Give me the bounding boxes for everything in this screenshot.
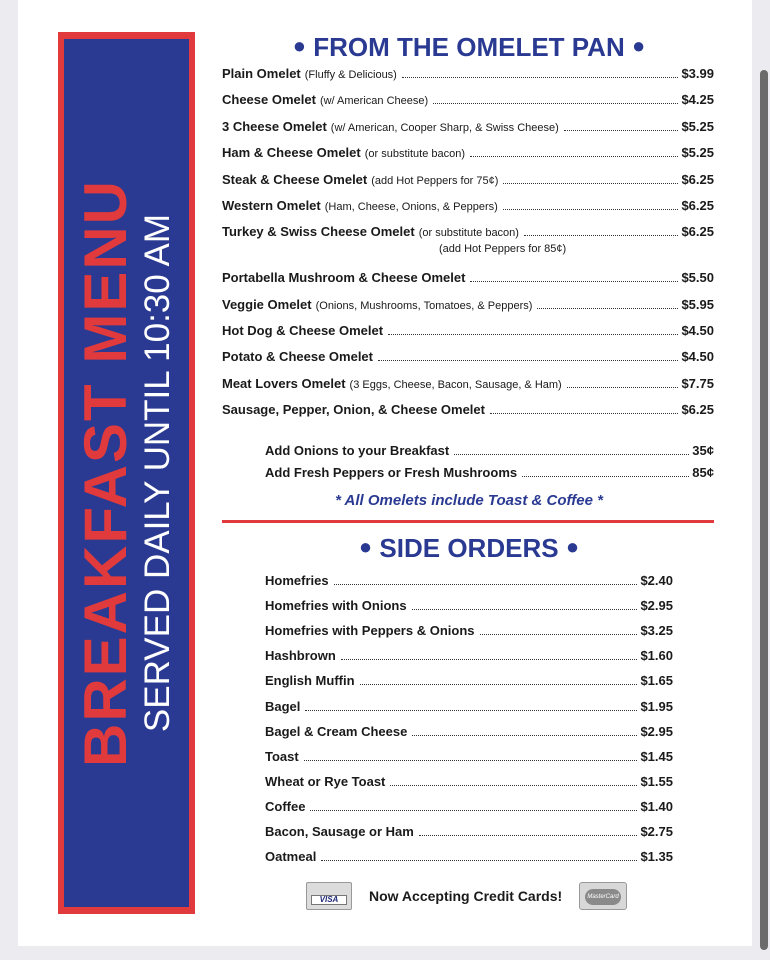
menu-item-name: Ham & Cheese Omelet — [222, 145, 361, 160]
menu-item-name: 3 Cheese Omelet — [222, 119, 327, 134]
dot-leader — [490, 413, 678, 414]
menu-item-name: Add Fresh Peppers or Fresh Mushrooms — [265, 465, 518, 480]
bullet-icon: ● — [292, 33, 306, 58]
dot-leader — [524, 235, 678, 236]
menu-item-name: Western Omelet — [222, 198, 321, 213]
mastercard-label: MasterCard — [585, 889, 621, 905]
omelet-heading-text: FROM THE OMELET PAN — [313, 32, 625, 62]
menu-item-price: $1.60 — [640, 648, 673, 664]
menu-item-price: $6.25 — [681, 402, 714, 417]
dot-leader — [310, 810, 637, 811]
menu-item — [222, 323, 714, 338]
dot-leader — [378, 360, 678, 361]
menu-item-name: Cheese Omelet — [222, 92, 316, 107]
dot-leader — [470, 281, 678, 282]
dot-leader — [412, 735, 637, 736]
omelet-footnote: * All Omelets include Toast & Coffee * — [335, 492, 603, 509]
dot-leader — [503, 183, 678, 184]
menu-item-note: (or substitute bacon) — [364, 148, 466, 160]
dot-leader — [480, 634, 638, 635]
menu-item-name: Veggie Omelet — [222, 297, 312, 312]
menu-item-note: (Ham, Cheese, Onions, & Peppers) — [324, 201, 498, 213]
section-divider — [222, 520, 714, 523]
menu-item-name: Coffee — [265, 798, 306, 814]
menu-item-price: $2.95 — [640, 598, 673, 614]
dot-leader — [503, 209, 679, 210]
menu-item-price: $1.35 — [640, 849, 673, 865]
menu-item-note: (w/ American, Cooper Sharp, & Swiss Cheese) — [330, 122, 559, 134]
menu-item — [222, 119, 714, 134]
bullet-icon: ● — [631, 33, 646, 58]
menu-item-note: (add Hot Peppers for 75¢) — [371, 175, 499, 187]
menu-item-price: $4.50 — [681, 323, 714, 338]
menu-item-price: 35¢ — [692, 443, 714, 458]
menu-item — [222, 402, 714, 417]
menu-item-price: $5.50 — [681, 270, 714, 285]
menu-item-price: $6.25 — [681, 172, 714, 187]
turkey-omelet-subnote: (add Hot Peppers for 85¢) — [439, 243, 567, 255]
menu-item-price: $2.95 — [640, 723, 673, 739]
dot-leader — [402, 77, 679, 78]
dot-leader — [567, 387, 679, 388]
credit-card-notice — [306, 882, 626, 912]
menu-item-price: $4.25 — [681, 92, 714, 107]
menu-item-price: $6.25 — [681, 224, 714, 239]
menu-item-price: $7.75 — [681, 376, 714, 391]
menu-item-name: Hot Dog & Cheese Omelet — [222, 323, 384, 338]
dot-leader — [360, 684, 638, 685]
menu-item — [222, 198, 714, 213]
menu-item-name: Oatmeal — [265, 849, 317, 865]
dot-leader — [564, 130, 679, 131]
menu-item — [222, 92, 714, 107]
menu-item-price: 85¢ — [692, 465, 714, 480]
menu-item-name: Homefries with Onions — [265, 598, 407, 614]
menu-item-note: (3 Eggs, Cheese, Bacon, Sausage, & Ham) — [349, 379, 562, 391]
menu-item — [222, 224, 714, 239]
visa-label: VISA — [311, 895, 347, 905]
menu-item — [265, 443, 714, 458]
dot-leader — [470, 156, 678, 157]
dot-leader — [537, 308, 678, 309]
bullet-icon: ● — [565, 534, 580, 559]
menu-item-price: $3.25 — [640, 623, 673, 639]
menu-item-name: Homefries with Peppers & Onions — [265, 623, 475, 639]
scrollbar[interactable] — [760, 70, 768, 950]
menu-item-name: Turkey & Swiss Cheese Omelet — [222, 224, 415, 239]
menu-item — [222, 145, 714, 160]
menu-item — [265, 799, 673, 814]
menu-item-name: Portabella Mushroom & Cheese Omelet — [222, 270, 466, 285]
menu-item-name: Steak & Cheese Omelet — [222, 172, 368, 187]
menu-item-price: $5.25 — [681, 145, 714, 160]
bullet-icon: ● — [358, 534, 373, 559]
menu-item-price: $1.55 — [640, 773, 673, 789]
menu-item — [265, 774, 673, 789]
menu-banner — [58, 32, 195, 914]
menu-item-note: (w/ American Cheese) — [319, 95, 429, 107]
menu-item-name: Bagel & Cream Cheese — [265, 723, 408, 739]
dot-leader — [321, 860, 637, 861]
menu-item-name: Meat Lovers Omelet — [222, 376, 346, 391]
menu-item-note: (Onions, Mushrooms, Tomatoes, & Peppers) — [315, 300, 533, 312]
menu-item-price: $2.40 — [640, 573, 673, 588]
menu-item — [265, 573, 673, 588]
menu-item — [265, 824, 673, 839]
menu-item-name: English Muffin — [265, 673, 355, 689]
menu-item-name: Bacon, Sausage or Ham — [265, 824, 414, 839]
menu-item-name: Homefries — [265, 573, 329, 588]
menu-item — [222, 270, 714, 285]
menu-item-price: $5.25 — [681, 119, 714, 134]
menu-item-name: Toast — [265, 748, 299, 764]
menu-item — [222, 172, 714, 187]
menu-item-price: $1.45 — [640, 748, 673, 764]
omelet-section-heading — [222, 32, 716, 63]
menu-item — [265, 849, 673, 864]
dot-leader — [454, 454, 689, 455]
menu-item-price: $1.95 — [640, 698, 673, 714]
side-heading-text: SIDE ORDERS — [379, 533, 559, 563]
menu-item-name: Wheat or Rye Toast — [265, 773, 386, 789]
menu-item-name: Add Onions to your Breakfast — [265, 443, 450, 458]
menu-item-price: $6.25 — [681, 198, 714, 213]
menu-item-price: $1.40 — [640, 798, 673, 814]
menu-item — [265, 623, 673, 638]
dot-leader — [390, 785, 637, 786]
menu-item-name: Bagel — [265, 698, 301, 714]
mastercard-icon — [579, 882, 627, 910]
menu-item — [265, 598, 673, 613]
banner-subtitle: SERVED DAILY UNTIL 10:30 AM — [137, 213, 177, 733]
menu-item-name: Sausage, Pepper, Onion, & Cheese Omelet — [222, 402, 485, 417]
menu-item-note: (Fluffy & Delicious) — [304, 69, 397, 81]
dot-leader — [334, 584, 638, 585]
menu-item — [222, 297, 714, 312]
menu-item — [265, 724, 673, 739]
menu-item-price: $1.65 — [640, 673, 673, 689]
dot-leader — [419, 835, 638, 836]
menu-item — [222, 376, 714, 391]
side-section-heading — [222, 533, 716, 564]
banner-text — [71, 43, 180, 903]
dot-leader — [522, 476, 689, 477]
dot-leader — [433, 103, 678, 104]
menu-item-price: $2.75 — [640, 824, 673, 839]
menu-item — [222, 349, 714, 364]
menu-item-name: Potato & Cheese Omelet — [222, 349, 373, 364]
menu-item-price: $4.50 — [681, 349, 714, 364]
dot-leader — [305, 710, 637, 711]
menu-item-note: (or substitute bacon) — [418, 227, 519, 239]
menu-item-name: Hashbrown — [265, 648, 336, 664]
menu-banner-panel — [64, 39, 189, 907]
menu-item-price: $3.99 — [681, 66, 714, 81]
visa-card-icon — [306, 882, 352, 910]
menu-item-price: $5.95 — [681, 297, 714, 312]
menu-item — [265, 673, 673, 688]
menu-item — [265, 465, 714, 480]
credit-card-text: Now Accepting Credit Cards! — [369, 888, 563, 904]
dot-leader — [341, 659, 638, 660]
dot-leader — [388, 334, 678, 335]
menu-item — [265, 749, 673, 764]
menu-item-name: Plain Omelet — [222, 66, 301, 81]
menu-item — [265, 648, 673, 663]
banner-title: BREAKFAST MENU — [71, 179, 139, 768]
dot-leader — [412, 609, 638, 610]
dot-leader — [304, 760, 638, 761]
menu-item — [265, 699, 673, 714]
menu-item — [222, 66, 714, 81]
